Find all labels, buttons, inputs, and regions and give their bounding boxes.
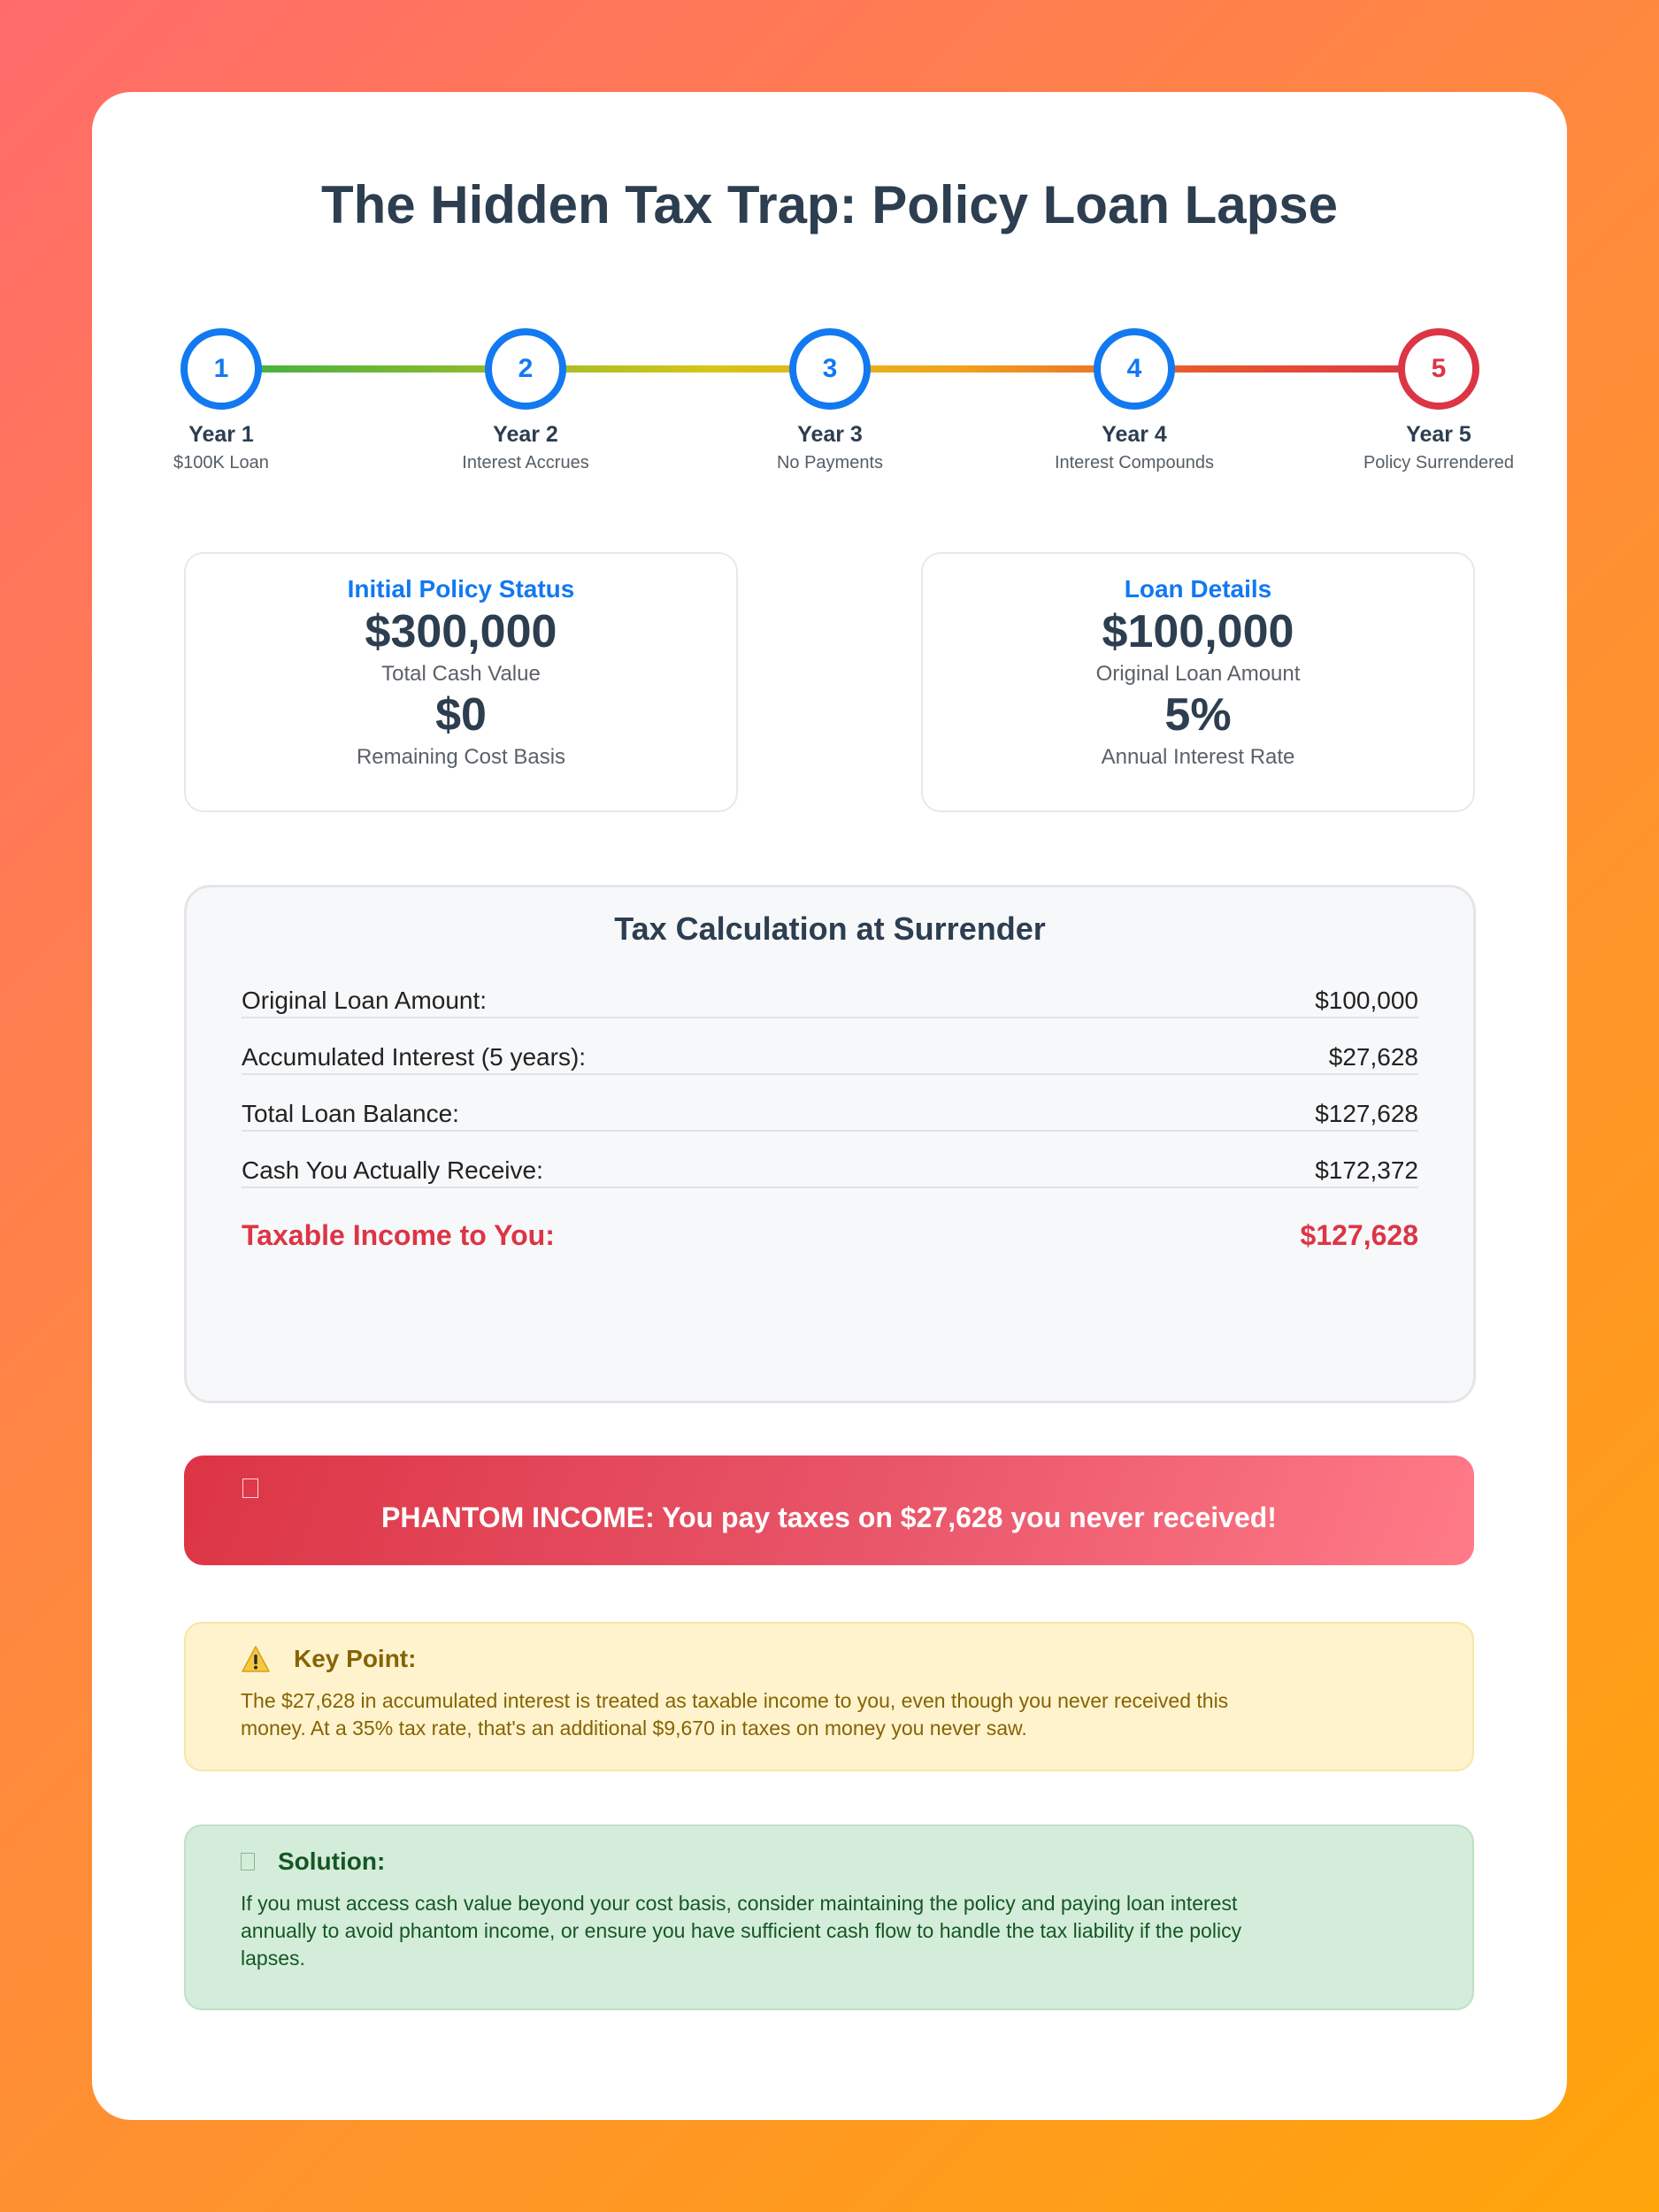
key-point-heading: Key Point: (294, 1645, 417, 1672)
annual-interest-rate: 5% (1164, 689, 1232, 741)
step-label: Year 2 (493, 422, 558, 447)
missing-glyph-icon (242, 1479, 258, 1498)
loan-details-panel (921, 552, 1475, 812)
timeline-step-1 (124, 328, 319, 473)
tax-row (242, 971, 1418, 1018)
step-label: Year 3 (797, 422, 863, 447)
tax-row-value: $127,628 (1315, 1100, 1418, 1127)
phantom-income-banner (184, 1455, 1474, 1565)
taxable-income-value: $127,628 (1300, 1219, 1418, 1251)
step-subtitle: Interest Compounds (1054, 453, 1215, 472)
tax-row (242, 1141, 1418, 1188)
timeline (173, 328, 1515, 472)
panel-heading: Loan Details (1124, 575, 1272, 603)
step-subtitle: Interest Accrues (462, 453, 589, 472)
taxable-income-row (242, 1208, 1418, 1254)
page-title: The Hidden Tax Trap: Policy Loan Lapse (320, 175, 1339, 234)
key-point-header (241, 1645, 416, 1673)
step-circle: 2 (485, 328, 566, 410)
panel-caption: Remaining Cost Basis (356, 745, 566, 769)
tax-row-value: $27,628 (1328, 1043, 1418, 1071)
step-subtitle: No Payments (776, 453, 884, 472)
tax-row-value: $172,372 (1315, 1156, 1418, 1184)
panel-caption: Annual Interest Rate (1101, 745, 1295, 769)
step-subtitle: $100K Loan (173, 453, 269, 472)
tax-row-label: Cash You Actually Receive: (242, 1156, 543, 1184)
tax-calculation-heading: Tax Calculation at Surrender (614, 910, 1046, 947)
taxable-income-label: Taxable Income to You: (242, 1219, 555, 1251)
panel-caption: Total Cash Value (381, 662, 541, 686)
key-point-body: The $27,628 in accumulated interest is treated as taxable income to you, even though you never received this money. At a 35% tax rate, that's an additional $9,670 in taxes on money you never saw. (241, 1689, 1229, 1740)
solution-heading: Solution: (278, 1847, 386, 1875)
total-cash-value: $300,000 (365, 606, 557, 657)
tax-calculation-rows (242, 971, 1418, 1263)
step-circle: 5 (1398, 328, 1479, 410)
original-loan-amount: $100,000 (1102, 606, 1294, 657)
panel-caption: Original Loan Amount (1095, 662, 1301, 686)
missing-glyph-icon (241, 1853, 255, 1870)
tax-row-label: Total Loan Balance: (242, 1100, 459, 1127)
step-label: Year 1 (188, 422, 254, 447)
key-point-callout (184, 1622, 1474, 1771)
tax-calculation-panel (184, 885, 1476, 1403)
timeline-step-4 (1037, 328, 1232, 473)
solution-header (241, 1847, 385, 1876)
timeline-step-2 (428, 328, 623, 473)
tax-row (242, 1027, 1418, 1075)
step-circle: 3 (789, 328, 871, 410)
remaining-cost-basis: $0 (435, 689, 487, 741)
policy-status-panel (184, 552, 738, 812)
solution-callout (184, 1824, 1474, 2010)
step-subtitle: Policy Surrendered (1363, 453, 1515, 472)
step-label: Year 5 (1406, 422, 1471, 447)
solution-body: If you must access cash value beyond your cost basis, consider maintaining the policy and paying loan interest annually to avoid phantom income, or ensure you have sufficient cash flow to handle the tax liability if the policy lapses. (241, 1892, 1242, 1970)
tax-row-label: Accumulated Interest (5 years): (242, 1043, 587, 1071)
panel-heading: Initial Policy Status (347, 575, 575, 603)
step-circle: 1 (180, 328, 262, 410)
step-label: Year 4 (1102, 422, 1167, 447)
step-circle: 4 (1094, 328, 1175, 410)
main-card (92, 92, 1567, 2120)
timeline-step-5 (1341, 328, 1536, 473)
timeline-step-3 (733, 328, 927, 473)
tax-row-value: $100,000 (1315, 987, 1418, 1014)
tax-row-label: Original Loan Amount: (242, 987, 488, 1014)
phantom-income-text: PHANTOM INCOME: You pay taxes on $27,628 you never received! (381, 1502, 1277, 1533)
warning-icon (241, 1645, 271, 1673)
tax-row (242, 1084, 1418, 1132)
